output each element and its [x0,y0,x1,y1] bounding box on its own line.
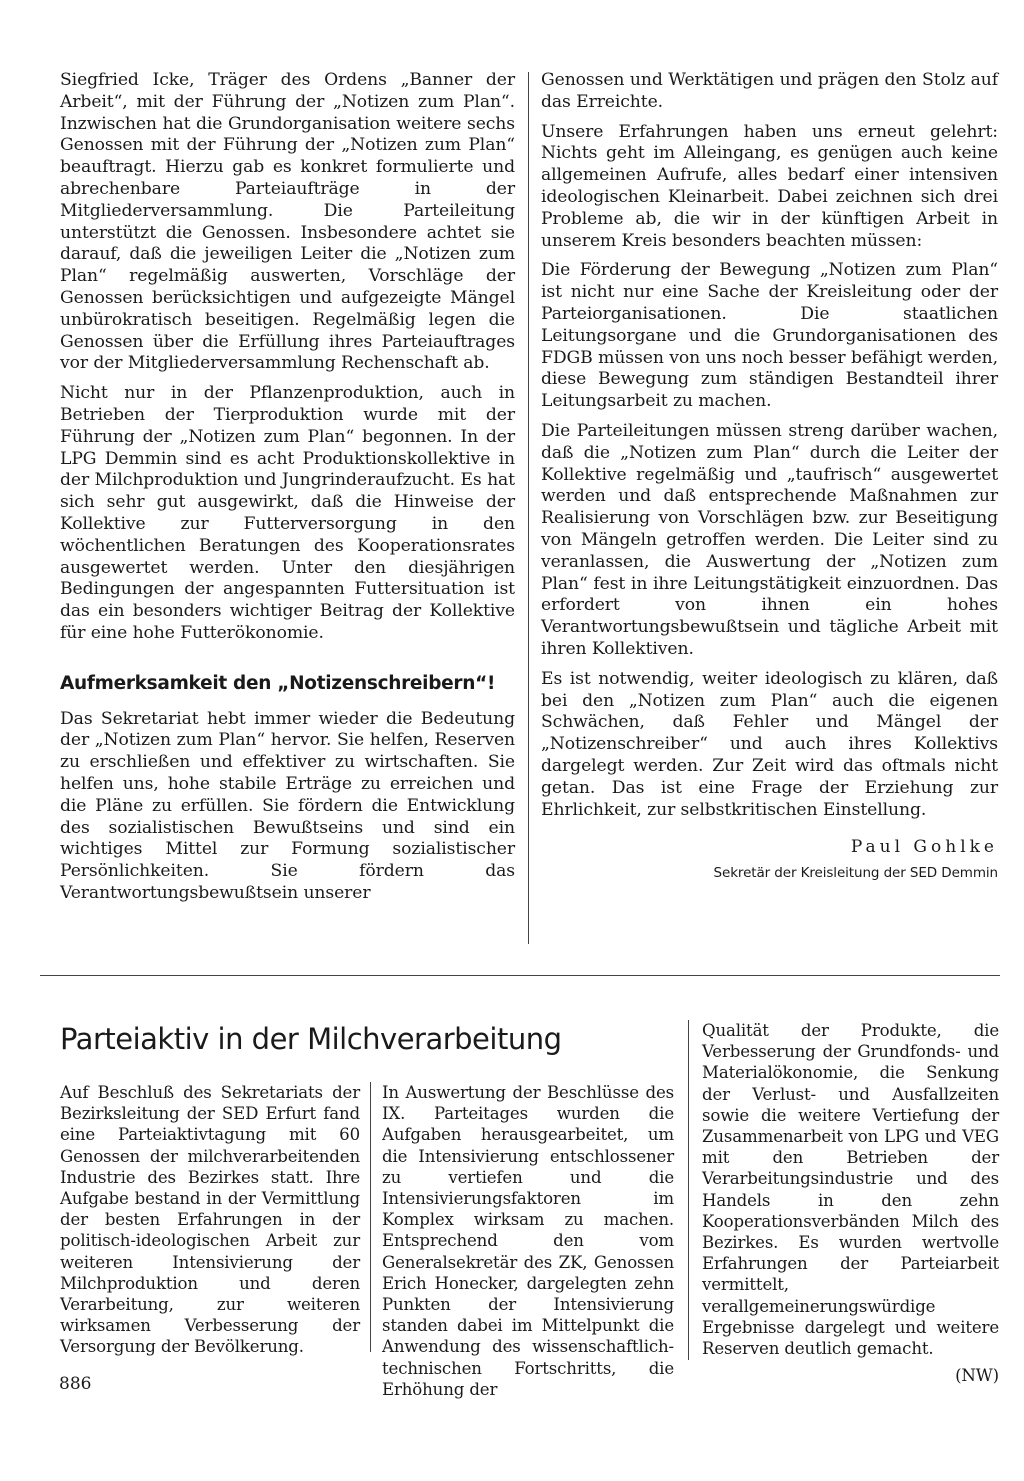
paragraph: Genossen und Werktätigen und prägen den Stolz auf das Erreichte. [541,70,998,112]
paragraph: In Auswertung der Beschlüsse des IX. Parteitages wurden die Aufgaben herausgearbeitet, um die Intensivierung entschlossener zu vertiefen und die Intensivierungsfaktoren im Komplex wirksam zu machen. Entsprechend den vom Generalsekretär des ZK, Genossen Erich Honecker, dargelegten zehn Punkten der Intensivierung standen dabei im Mittelpunkt die Anwendung des wissenschaftlich-technischen Fortschritts, die Erhöhung der [382,1083,674,1399]
paragraph: Auf Beschluß des Sekretariats der Bezirksleitung der SED Erfurt fand eine Parteiaktivtagung mit 60 Genossen der milchverarbeitenden Industrie des Bezirkes statt. Ihre Aufgabe bestand in der Vermittlung der besten Erfahrungen in der politisch-ideologischen Arbeit zur weiteren Intensivierung der Milchproduktion und deren Verarbeitung, zur weiteren wirksamen Verbesserung der Versorgung der Bevölkerung. [60,1083,360,1357]
subheading: Aufmerksamkeit den „Notizenschreibern“! [60,672,496,694]
column-divider [528,72,529,944]
author-name: Paul Gohlke [850,837,998,858]
article2-column-3 [702,1020,999,1386]
article1-right-column [541,70,998,885]
column-divider [370,1082,371,1352]
paragraph: Unsere Erfahrungen haben uns erneut gelehrt: Nichts geht im Alleingang, es genügen auch keine allgemeinen Aufrufe, alles bedarf einer intensiven ideologischen Kleinarbeit. Dabei zeichnen sich drei Probleme ab, die wir in der künftigen Arbeit in unserem Kreis besonders beachten müssen: [541,121,998,251]
article2-column-2 [382,1082,674,1400]
article2-title: Parteiaktiv in der Milchverarbeitung [60,1022,562,1056]
paragraph: Die Förderung der Bewegung „Notizen zum Plan“ ist nicht nur eine Sache der Kreisleitung oder der Parteiorganisationen. Die staatlichen Leitungsorgane und die Grundorganisationen des FDGB müssen von uns noch besser befähigt werden, diese Bewegung zum ständigen Bestandteil ihrer Leitungsarbeit zu machen. [541,260,998,412]
article1-left-column [60,70,515,913]
paragraph: Die Parteileitungen müssen streng darüber wachen, daß die „Notizen zum Plan“ durch die Leiter der Kollektive regelmäßig und „taufrisch“ ausgewertet werden und daß entsprechende Maßnahmen zur Realisierung von Vorschlägen bzw. zur Beseitigung von Mängeln getroffen werden. Die Leiter sind zu veranlassen, die Auswertung der „Notizen zum Plan“ fest in ihre Leitungstätigkeit einzuordnen. Das erfordert von ihnen ein hohes Verantwortungsbewußtsein und tägliche Arbeit mit ihren Kollektiven. [541,420,998,659]
paragraph: Es ist notwendig, weiter ideologisch zu klären, daß bei den „Notizen zum Plan“ auch die eigenen Schwächen, daß Fehler und Mängel der „Notizenschreiber“ und auch ihres Kollektivs dargelegt werden. Zur Zeit wird das oftmals nicht getan. Das ist eine Frage der Erziehung zur Ehrlichkeit, zur selbstkritischen Einstellung. [541,668,998,820]
article-divider [40,975,1000,976]
paragraph: Siegfried Icke, Träger des Ordens „Banner der Arbeit“, mit der Führung der „Notizen zum Plan“. Inzwischen hat die Grundorganisation weitere sechs Genossen mit der Führung der „Notizen zum Plan“ beauftragt. Hierzu gab es konkret formulierte und abrechenbare Parteiaufträge in der Mitgliederversammlung. Die Parteileitung unterstützt die Genossen. Insbesondere achtet sie darauf, daß die jeweiligen Leiter die „Notizen zum Plan“ regelmäßig auswerten, Vorschläge der Genossen berücksichtigen und aufgezeigte Mängel unbürokratisch beseitigen. Regelmäßig legen die Genossen über die Erfüllung ihres Parteiauftrages vor der Mitgliederversammlung Rechenschaft ab. [60,70,515,374]
paragraph: Nicht nur in der Pflanzenproduktion, auch in Betrieben der Tierproduktion wurde mit der Führung der „Notizen zum Plan“ begonnen. In der LPG Demmin sind es acht Produktionskollektive in der Milchproduktion und Jungrinderaufzucht. Es hat sich sehr gut ausgewirkt, daß die Hinweise der Kollektive zur Futterversorgung in den wöchentlichen Beratungen des Kooperationsrates ausgewertet werden. Unter den diesjährigen Bedingungen der angespannten Futtersituation ist das ein besonders wichtiger Beitrag der Kollektive für eine hohe Futterökonomie. [60,383,515,643]
paragraph: Das Sekretariat hebt immer wieder die Bedeutung der „Notizen zum Plan“ hervor. Sie helfen, Reserven zu erschließen und effektiver zu wirtschaften. Sie helfen uns, hohe stabile Erträge zu erreichen und die Pläne zu erfüllen. Sie fördern die Entwicklung des sozialistischen Bewußtseins und sind ein wichtiges Mittel zur Formung sozialistischer Persönlichkeiten. Sie fördern das Verantwortungsbewußtsein unserer [60,708,515,903]
column-divider [688,1020,689,1360]
article2-column-1 [60,1082,360,1358]
author-role: Sekretär der Kreisleitung der SED Demmin [713,865,998,882]
paragraph: Qualität der Produkte, die Verbesserung der Grundfonds- und Materialökonomie, die Senkung der Verlust- und Ausfallzeiten sowie die weitere Vertiefung der Zusammenarbeit von LPG und VEG mit den Betrieben der Verarbeitungsindustrie und des Handels in den zehn Kooperationsverbänden Milch des Bezirkes. Es wurden wertvolle Erfahrungen der Parteiarbeit vermittelt, verallgemeinerungswürdige Ergebnisse dargelegt und weitere Reserven deutlich gemacht. [702,1021,999,1359]
page-number: 886 [59,1374,92,1394]
source-tag: (NW) [955,1366,999,1386]
